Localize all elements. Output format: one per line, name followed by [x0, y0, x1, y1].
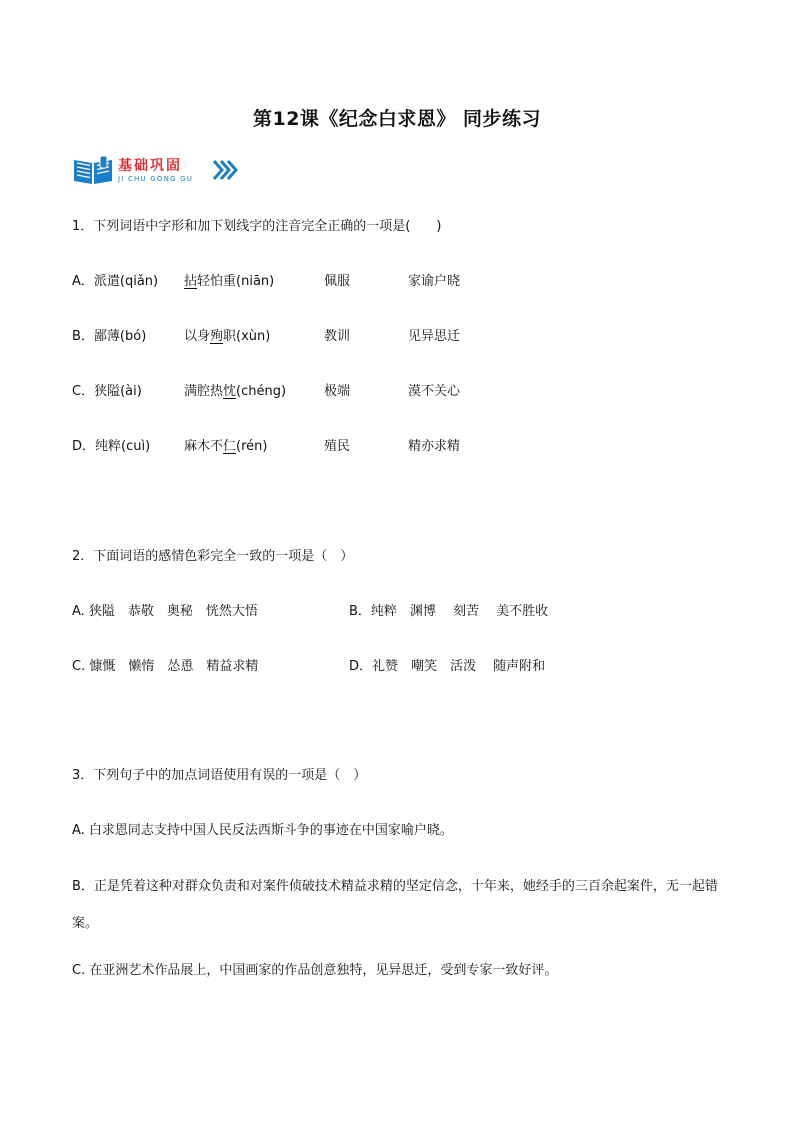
option-word-4: 精亦求精 [408, 439, 461, 454]
option-letter: B． [72, 329, 94, 344]
question-3-option-a: A. 白求恩同志支持中国人民反法西斯斗争的事迹在中国家喻户晓。 [72, 823, 453, 838]
option-word-1: 鄙薄(bó) [93, 329, 147, 344]
question-2-option-b: B．纯粹 渊博 刻苦 美不胜收 [349, 604, 549, 619]
underlined-char: 忱 [223, 384, 237, 399]
question-2-stem: 2．下面词语的感情色彩完全一致的一项是（ ） [72, 549, 354, 564]
question-2-option-c: C. 慷慨 懒惰 怂恿 精益求精 [72, 659, 259, 674]
question-3-option-b: B．正是凭着这种对群众负责和对案件侦破技术精益求精的坚定信念，十年来，她经手的三百余起案件，无一起错案。 [72, 879, 718, 931]
option-word-2: 拈轻怕重(niān) [184, 274, 275, 289]
option-word-3: 佩服 [324, 274, 351, 289]
option-word-2: 以身殉职(xùn) [184, 329, 271, 344]
option-word-3: 极端 [324, 384, 351, 399]
chevron-right-icon [212, 159, 238, 181]
option-word-1: 派遣(qiǎn) [93, 274, 159, 289]
banner-title: 基础巩固 [118, 158, 182, 174]
section-banner [72, 154, 252, 190]
option-word-2: 麻木不仁(rén) [184, 439, 268, 454]
option-word-4: 家谕户晓 [408, 274, 461, 289]
book-icon [72, 156, 114, 186]
question-1-stem: 1．下列词语中字形和加下划线字的注音完全正确的一项是( ) [72, 219, 442, 234]
option-word-1: 狭隘(ài) [94, 384, 142, 399]
question-3-stem: 3．下列句子中的加点词语使用有误的一项是（ ） [72, 768, 367, 783]
option-letter: A． [72, 274, 94, 289]
banner-subtitle: JI CHU GONG GU [118, 175, 194, 183]
page-title: 第12课《纪念白求恩》 同步练习 [252, 108, 542, 130]
option-letter: C． [72, 384, 95, 399]
option-word-4: 见异思迁 [408, 329, 461, 344]
option-word-2: 满腔热忱(chéng) [184, 384, 287, 399]
option-letter: D． [72, 439, 96, 454]
option-word-3: 殖民 [324, 439, 351, 454]
question-3-option-c: C. 在亚洲艺术作品展上，中国画家的作品创意独特，见异思迁，受到专家一致好评。 [72, 963, 558, 978]
underlined-char: 仁 [223, 439, 237, 454]
underlined-char: 拈 [184, 274, 198, 289]
question-2-option-d: D．礼赞 嘲笑 活泼 随声附和 [349, 659, 546, 674]
question-2-option-a: A. 狭隘 恭敬 奥秘 恍然大悟 [72, 604, 258, 619]
option-word-3: 教训 [324, 329, 351, 344]
option-word-1: 纯粹(cuì) [95, 439, 151, 454]
underlined-char: 殉 [210, 329, 224, 344]
option-word-4: 漠不关心 [408, 384, 461, 399]
